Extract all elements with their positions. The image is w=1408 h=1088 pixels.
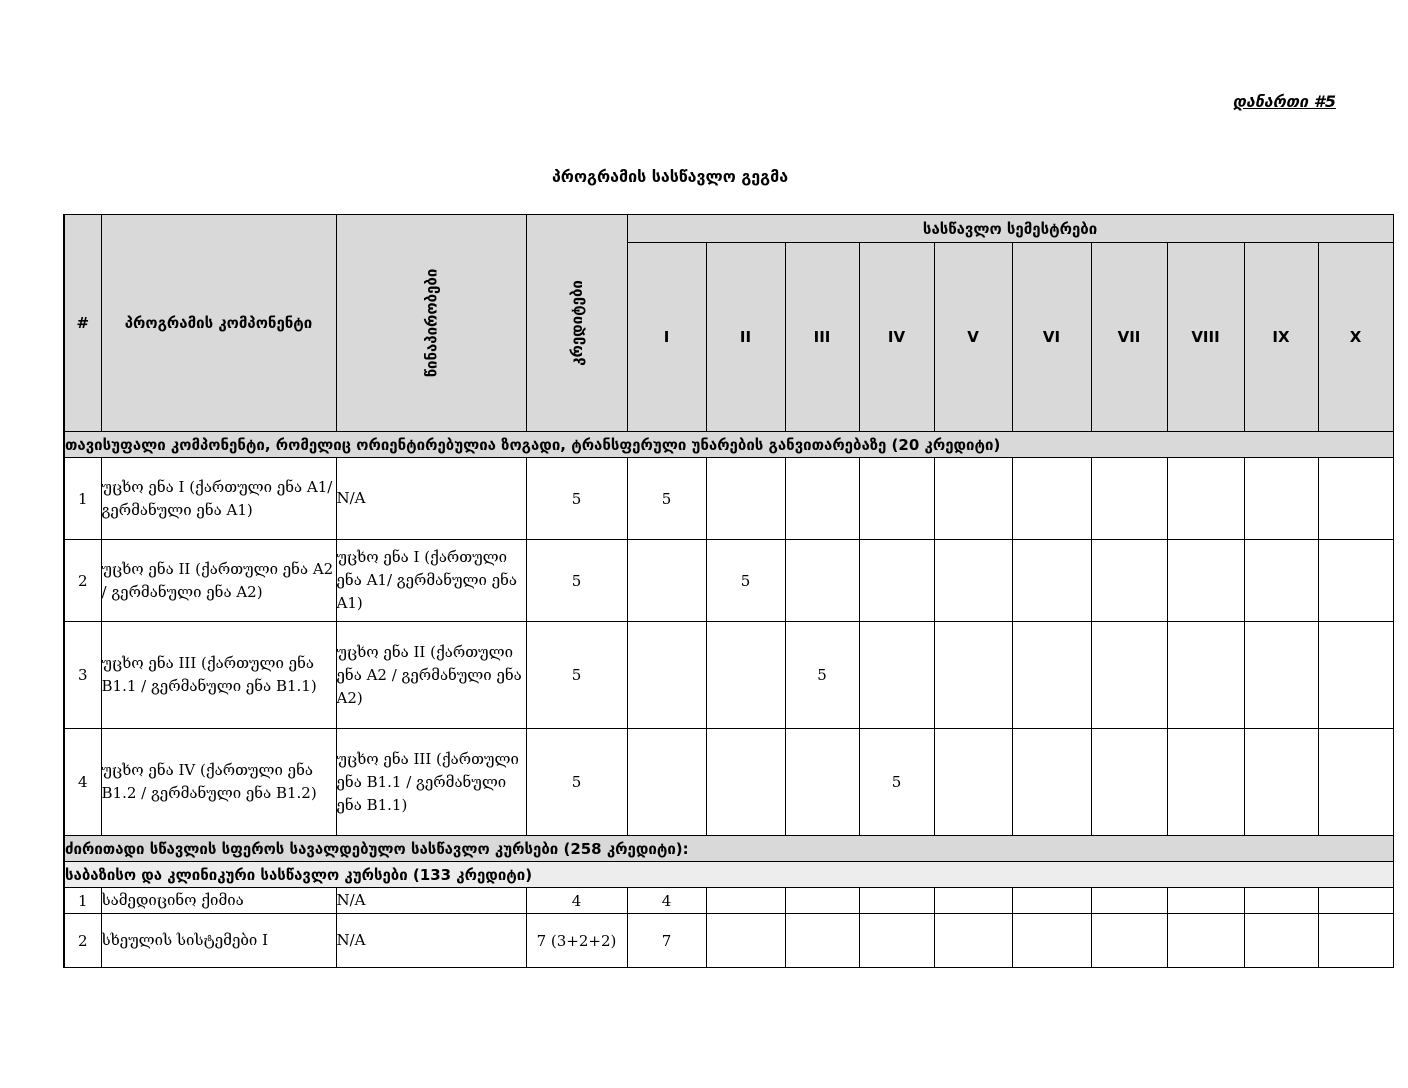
subsection-row: [64, 862, 1393, 888]
semester-cell: [1318, 729, 1393, 836]
semester-cell: [1318, 914, 1393, 968]
semester-cell: [1091, 458, 1167, 540]
row-num: 4: [64, 729, 101, 836]
section-row: [64, 432, 1393, 458]
header-prereq-label: წინაპირობები: [422, 268, 440, 378]
semester-cell: [1167, 888, 1244, 914]
semester-cell: [934, 914, 1012, 968]
semester-header: VI: [1012, 243, 1091, 432]
semester-cell: [1167, 458, 1244, 540]
row-prereq: უცხო ენა III (ქართული ენა B1.1 / გერმანული ენა B1.1): [336, 729, 526, 836]
row-num: 2: [64, 914, 101, 968]
semester-cell: [859, 540, 934, 622]
semester-cell: [1244, 458, 1318, 540]
semester-cell: [1244, 540, 1318, 622]
semester-cell: [1012, 458, 1091, 540]
semester-header: V: [934, 243, 1012, 432]
header-credits: [526, 215, 627, 432]
header-component: პროგრამის კომპონენტი: [101, 215, 336, 432]
semester-cell: [934, 729, 1012, 836]
row-prereq: უცხო ენა II (ქართული ენა A2 / გერმანული ენა A2): [336, 622, 526, 729]
semester-cell: [1091, 729, 1167, 836]
row-prereq: N/A: [336, 914, 526, 968]
semester-cell: [1012, 888, 1091, 914]
row-credits: 5: [526, 458, 627, 540]
row-num: 1: [64, 888, 101, 914]
semester-cell: [1091, 914, 1167, 968]
semester-cell: [1244, 914, 1318, 968]
table-row: [64, 914, 1393, 968]
semester-cell: [859, 914, 934, 968]
semester-cell: [785, 458, 859, 540]
semester-cell: [1091, 888, 1167, 914]
semester-cell: [859, 458, 934, 540]
curriculum-table: [63, 214, 1394, 968]
semester-cell: [785, 888, 859, 914]
row-credits: 5: [526, 622, 627, 729]
semester-cell: [706, 888, 785, 914]
header-num: #: [64, 215, 101, 432]
row-prereq: უცხო ენა I (ქართული ენა A1/ გერმანული ენა A1): [336, 540, 526, 622]
semester-cell: [785, 540, 859, 622]
header-semesters: სასწავლო სემესტრები: [627, 215, 1393, 243]
semester-cell: [706, 729, 785, 836]
row-component: უცხო ენა IV (ქართული ენა B1.2 / გერმანული ენა B1.2): [101, 729, 336, 836]
header-prereq: [336, 215, 526, 432]
row-prereq: N/A: [336, 458, 526, 540]
header-row-1: [64, 215, 1393, 243]
semester-cell: [1012, 540, 1091, 622]
semester-cell: 7: [627, 914, 706, 968]
semester-cell: [1167, 540, 1244, 622]
semester-cell: [1012, 622, 1091, 729]
semester-cell: [1167, 914, 1244, 968]
row-credits: 5: [526, 540, 627, 622]
table-row: [64, 540, 1393, 622]
section-main: ძირითადი სწავლის სფეროს სავალდებულო სასწავლო კურსები (258 კრედიტი):: [64, 836, 1393, 862]
semester-cell: [627, 540, 706, 622]
semester-cell: 5: [785, 622, 859, 729]
table-row: [64, 622, 1393, 729]
semester-header: IX: [1244, 243, 1318, 432]
semester-cell: 5: [706, 540, 785, 622]
row-credits: 7 (3+2+2): [526, 914, 627, 968]
semester-cell: [934, 622, 1012, 729]
row-num: 2: [64, 540, 101, 622]
semester-cell: [1091, 540, 1167, 622]
semester-cell: [1012, 914, 1091, 968]
semester-header: II: [706, 243, 785, 432]
semester-header: IV: [859, 243, 934, 432]
semester-cell: 5: [859, 729, 934, 836]
semester-header: X: [1318, 243, 1393, 432]
row-num: 3: [64, 622, 101, 729]
semester-cell: [1091, 622, 1167, 729]
semester-cell: [1244, 622, 1318, 729]
row-credits: 4: [526, 888, 627, 914]
semester-header: VIII: [1167, 243, 1244, 432]
document-title: პროგრამის სასწავლო გეგმა: [551, 167, 789, 186]
semester-cell: [1318, 540, 1393, 622]
semester-cell: [1244, 729, 1318, 836]
row-credits: 5: [526, 729, 627, 836]
semester-cell: [1318, 888, 1393, 914]
row-component: უცხო ენა II (ქართული ენა A2 / გერმანული ენა A2): [101, 540, 336, 622]
semester-cell: [706, 622, 785, 729]
semester-header: I: [627, 243, 706, 432]
semester-cell: [627, 622, 706, 729]
semester-cell: [859, 888, 934, 914]
row-num: 1: [64, 458, 101, 540]
semester-cell: [1244, 888, 1318, 914]
section-free: თავისუფალი კომპონენტი, რომელიც ორიენტირებულია ზოგადი, ტრანსფერული უნარების განვითარებაზე (20 კრედიტი): [64, 432, 1393, 458]
table-row: [64, 729, 1393, 836]
semester-cell: [706, 458, 785, 540]
header-credits-label: კრედიტები: [567, 280, 586, 366]
semester-cell: [1167, 622, 1244, 729]
semester-cell: 5: [627, 458, 706, 540]
semester-cell: [1318, 622, 1393, 729]
semester-header: VII: [1091, 243, 1167, 432]
semester-cell: [859, 622, 934, 729]
row-component: სამედიცინო ქიმია: [101, 888, 336, 914]
semester-header: III: [785, 243, 859, 432]
semester-cell: [934, 888, 1012, 914]
semester-cell: [1318, 458, 1393, 540]
row-component: უცხო ენა III (ქართული ენა B1.1 / გერმანული ენა B1.1): [101, 622, 336, 729]
semester-cell: [934, 540, 1012, 622]
semester-cell: [785, 729, 859, 836]
semester-cell: [1012, 729, 1091, 836]
section-basic: საბაზისო და კლინიკური სასწავლო კურსები (133 კრედიტი): [64, 862, 1393, 888]
section-row: [64, 836, 1393, 862]
annex-label: დანართი #5: [1232, 92, 1336, 111]
table-row: [64, 888, 1393, 914]
semester-cell: [934, 458, 1012, 540]
semester-cell: [785, 914, 859, 968]
row-prereq: N/A: [336, 888, 526, 914]
row-component: სხეულის სისტემები I: [101, 914, 336, 968]
table-row: [64, 458, 1393, 540]
semester-cell: [706, 914, 785, 968]
semester-cell: [1167, 729, 1244, 836]
semester-cell: [627, 729, 706, 836]
row-component: უცხო ენა I (ქართული ენა A1/ გერმანული ენა A1): [101, 458, 336, 540]
semester-cell: 4: [627, 888, 706, 914]
